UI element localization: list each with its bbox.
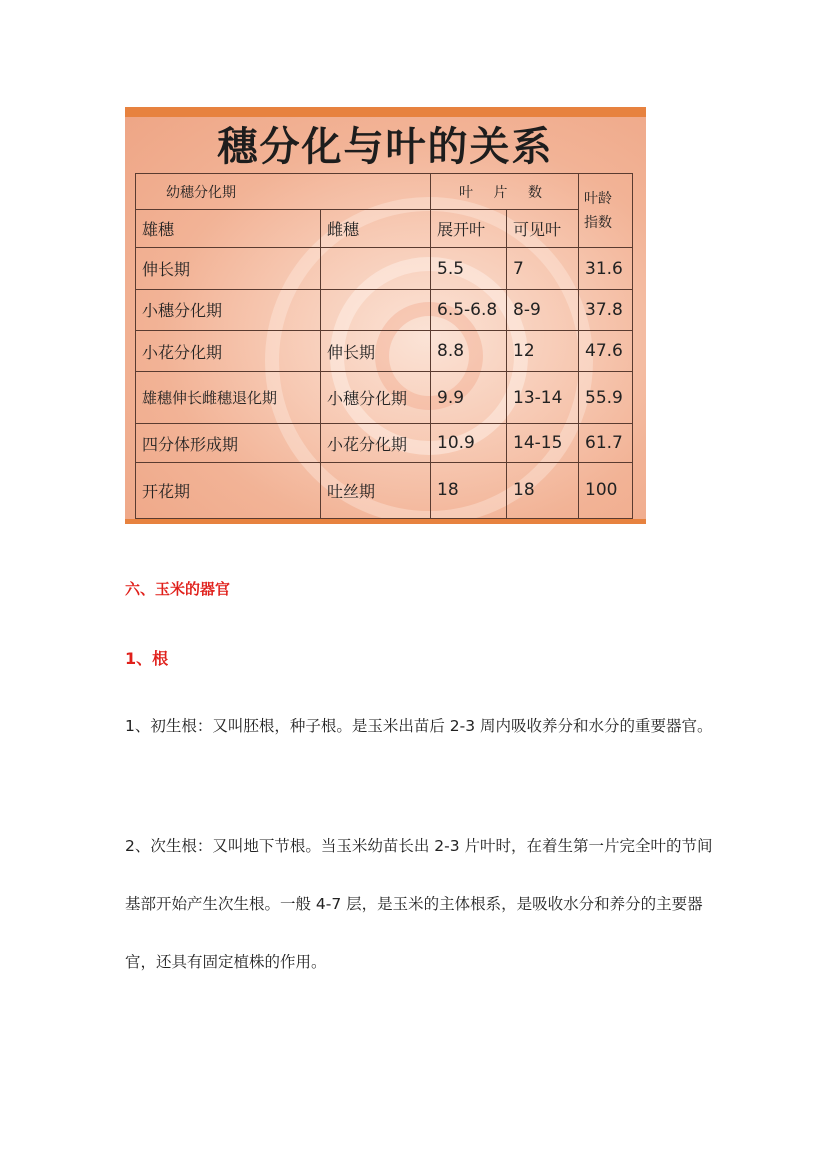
header-cell: 叶龄 指数: [579, 174, 633, 248]
table-cell: 31.6: [579, 248, 633, 289]
table-cell: 55.9: [579, 372, 633, 424]
table-cell: 14-15: [507, 424, 579, 462]
table-cell: 47.6: [579, 330, 633, 371]
table-cell: 吐丝期: [321, 462, 431, 518]
panicle-leaf-table: [135, 173, 633, 519]
table-cell: 5.5: [431, 248, 507, 289]
section-heading: 六、玉米的器官: [125, 580, 231, 598]
table-cell: 9.9: [431, 372, 507, 424]
sub-heading: 1、根: [125, 649, 169, 668]
table-cell: 8.8: [431, 330, 507, 371]
table-cell: [321, 248, 431, 289]
table-cell: 18: [507, 462, 579, 518]
table-row: [136, 424, 633, 462]
header-cell: 雌穗: [321, 210, 431, 248]
table-cell: 四分体形成期: [136, 424, 321, 462]
table-cell: 100: [579, 462, 633, 518]
header-cell: 幼穗分化期: [136, 174, 431, 210]
table-figure-image: [125, 107, 646, 524]
table-row: [136, 330, 633, 371]
table-cell: 18: [431, 462, 507, 518]
table-cell: 7: [507, 248, 579, 289]
table-cell: 10.9: [431, 424, 507, 462]
table-cell: 伸长期: [321, 330, 431, 371]
table-cell: 37.8: [579, 289, 633, 330]
table-cell: 61.7: [579, 424, 633, 462]
bottom-band: [125, 519, 646, 524]
table-row: [136, 289, 633, 330]
header-cell: 叶 片 数: [431, 174, 579, 210]
table-header-row: [136, 210, 633, 248]
table-row: [136, 462, 633, 518]
header-cell: 展开叶: [431, 210, 507, 248]
table-cell: 13-14: [507, 372, 579, 424]
table-cell: 小穗分化期: [321, 372, 431, 424]
header-cell: 可见叶: [507, 210, 579, 248]
figure-title: 穗分化与叶的关系: [217, 123, 554, 170]
paragraph: 1、初生根：又叫胚根，种子根。是玉米出苗后 2-3 周内吸收养分和水分的重要器官。: [125, 717, 713, 735]
table-row: [136, 248, 633, 289]
table-cell: 8-9: [507, 289, 579, 330]
table-cell: 开花期: [136, 462, 321, 518]
table-cell: 小花分化期: [136, 330, 321, 371]
paragraph: 2、次生根：又叫地下节根。当玉米幼苗长出 2-3 片叶时，在着生第一片完全叶的节间基部开始产生次生根。一般 4-7 层，是玉米的主体根系，是吸收水分和养分的主要器官，还具有固定植株的作用。: [125, 837, 713, 971]
table-cell: 雄穗伸长雌穗退化期: [136, 372, 321, 424]
table-row: [136, 372, 633, 424]
table-cell: [321, 289, 431, 330]
table-cell: 伸长期: [136, 248, 321, 289]
table-cell: 小花分化期: [321, 424, 431, 462]
table-cell: 小穗分化期: [136, 289, 321, 330]
table-header-row: [136, 174, 633, 210]
header-cell: 雄穗: [136, 210, 321, 248]
table-cell: 12: [507, 330, 579, 371]
table-cell: 6.5-6.8: [431, 289, 507, 330]
